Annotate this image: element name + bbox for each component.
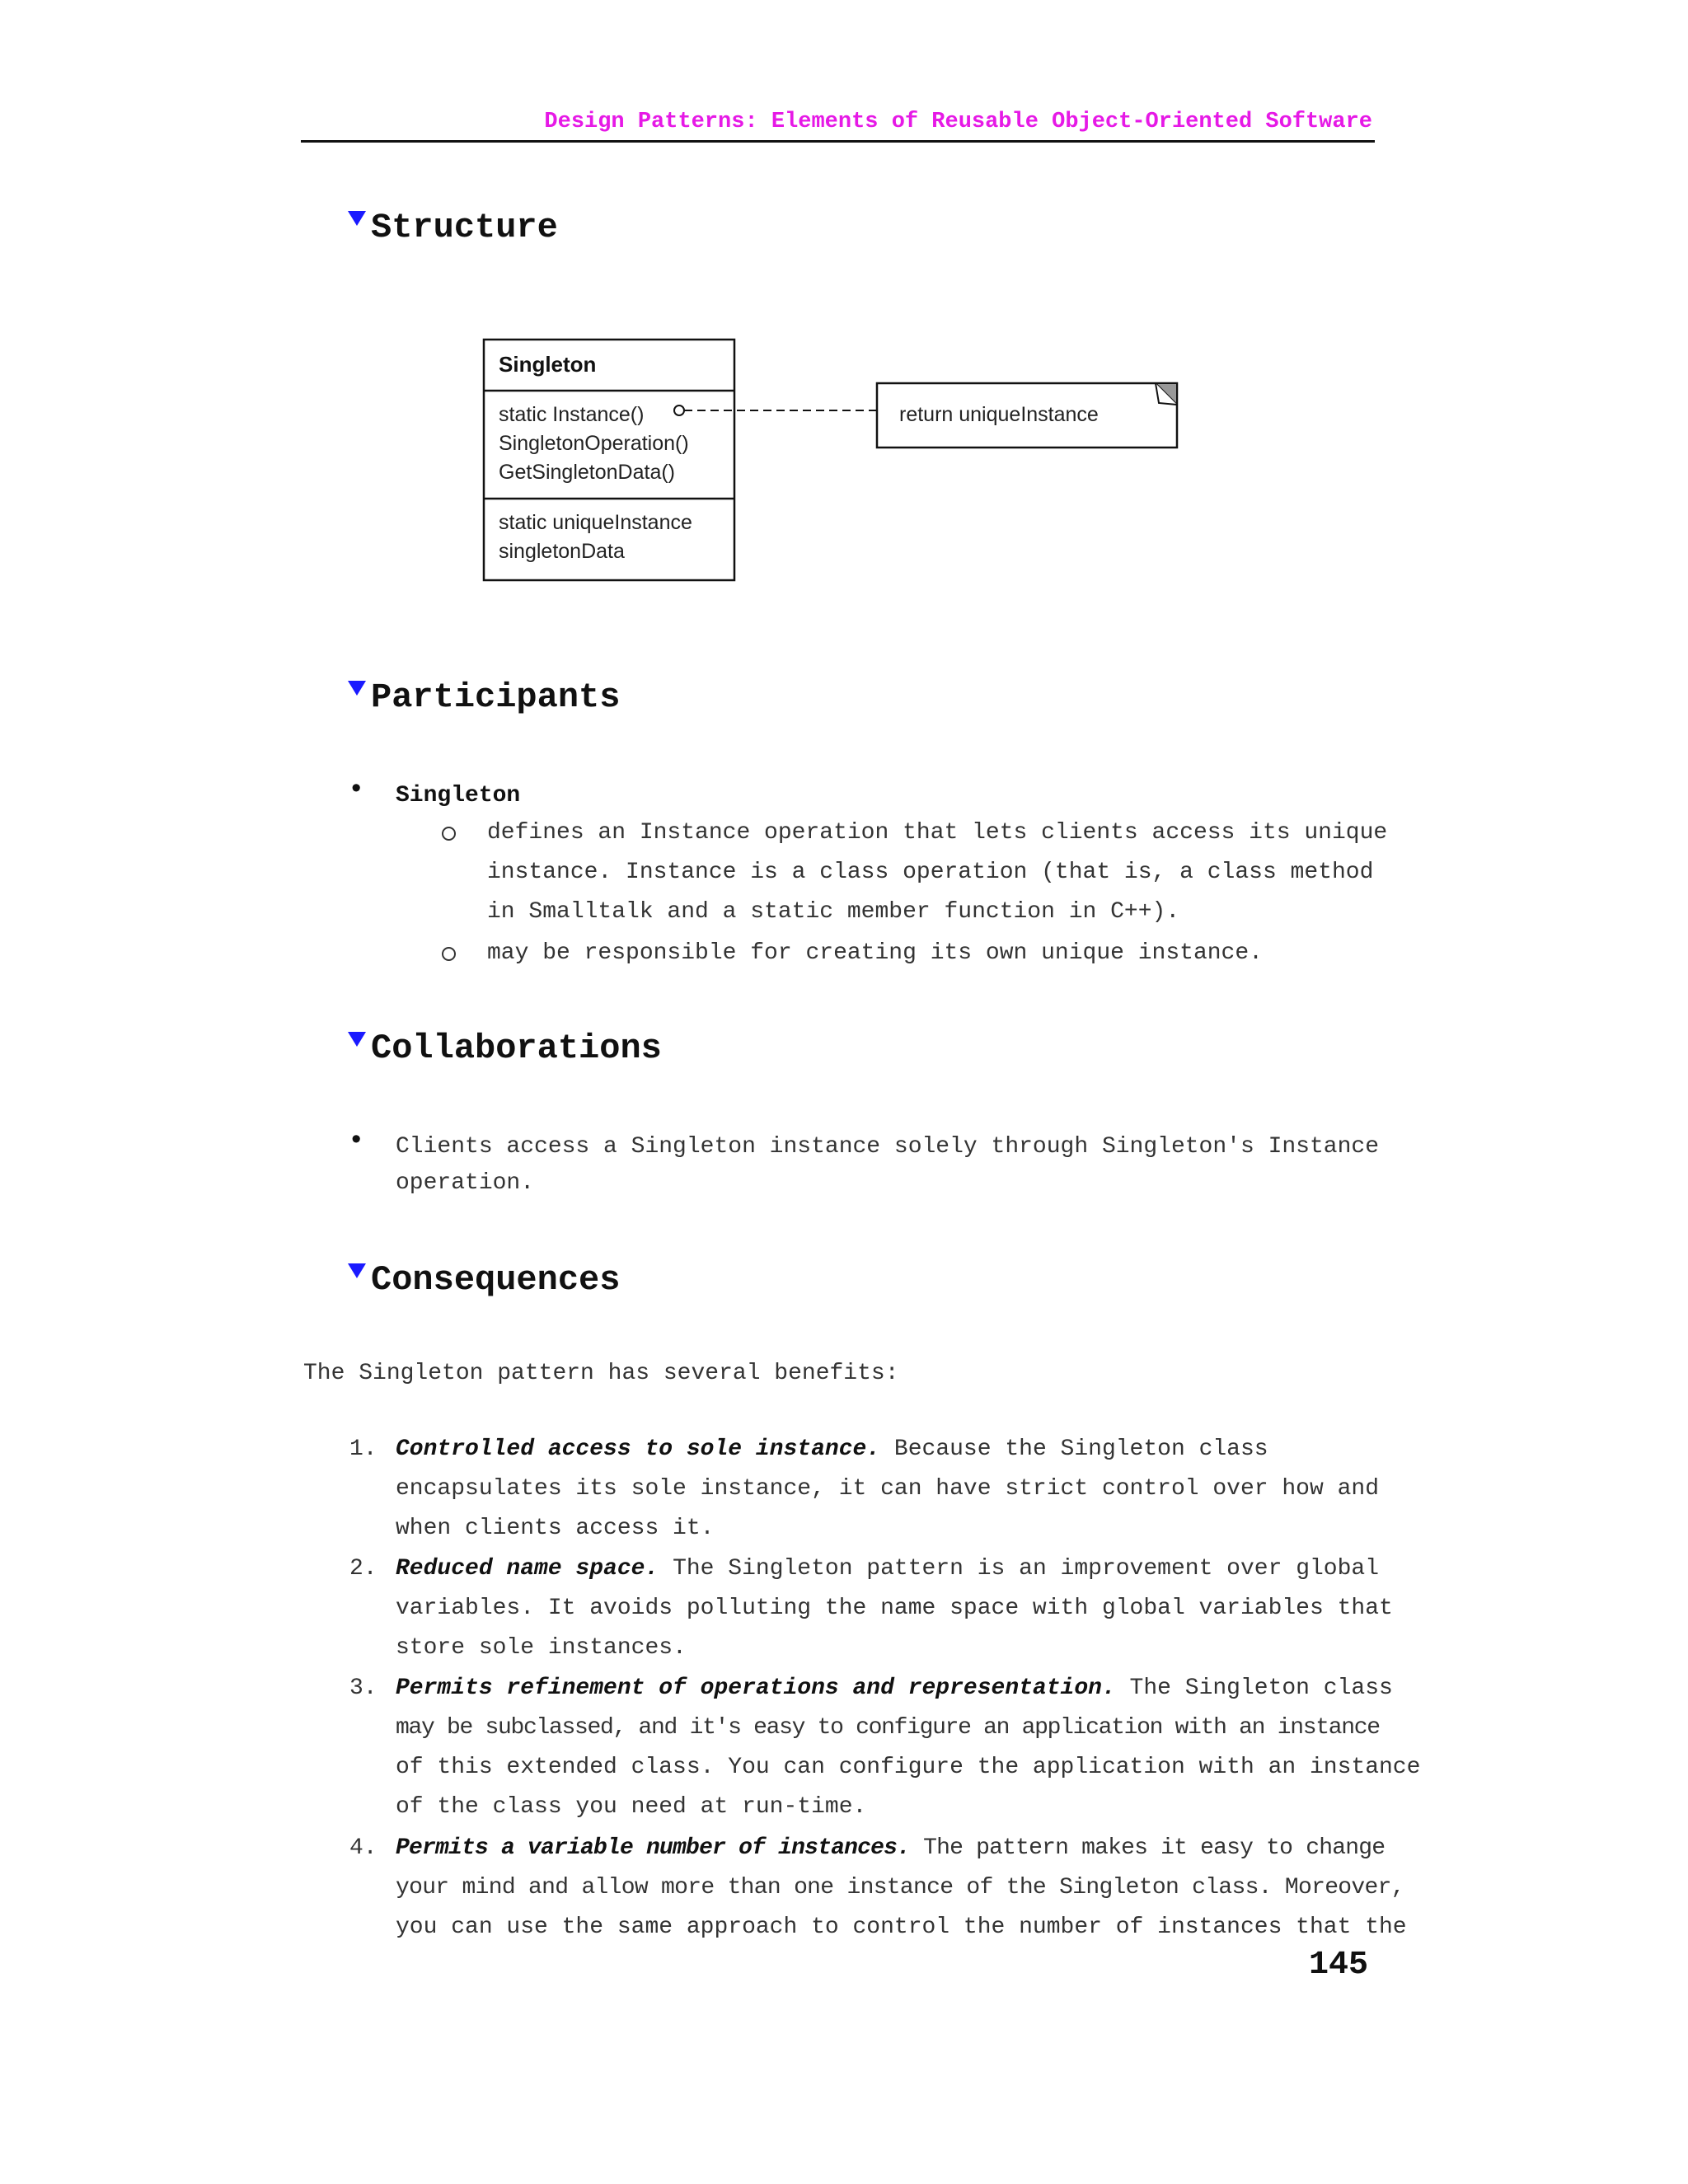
list-number: 3. bbox=[349, 1675, 377, 1701]
list-item-title: Permits refinement of operations and representation. bbox=[396, 1675, 1116, 1701]
section-title: Consequences bbox=[371, 1260, 621, 1300]
list-item-line: variables. It avoids polluting the name space with global variables that bbox=[396, 1596, 1393, 1621]
section-title: Structure bbox=[371, 208, 558, 247]
list-number: 4. bbox=[349, 1835, 377, 1861]
list-item-line: may be subclassed, and it's easy to configure an application with an instance bbox=[396, 1715, 1380, 1741]
list-item-line: your mind and allow more than one instance of the Singleton class. Moreover, bbox=[396, 1875, 1404, 1900]
participant-item-line: instance. Instance is a class operation (that is, a class method bbox=[487, 860, 1374, 885]
section-heading-consequences bbox=[348, 1260, 620, 1300]
list-item-text: The Singleton pattern is an improvement over global bbox=[659, 1556, 1380, 1582]
class-name: Singleton bbox=[499, 352, 597, 377]
circle-bullet-icon bbox=[442, 827, 456, 841]
section-heading-collaborations bbox=[348, 1029, 662, 1068]
list-item-line: when clients access it. bbox=[396, 1516, 715, 1541]
note-text: return uniqueInstance bbox=[899, 403, 1099, 426]
triangle-bullet-icon bbox=[348, 1263, 366, 1278]
operation: SingletonOperation() bbox=[499, 432, 689, 455]
list-item-title: Controlled access to sole instance. bbox=[396, 1436, 881, 1462]
section-heading-structure bbox=[348, 208, 558, 247]
singleton-structure-diagram bbox=[478, 334, 1203, 589]
triangle-bullet-icon bbox=[348, 681, 366, 696]
page-number: 145 bbox=[1308, 1947, 1368, 1984]
participant-item-line: defines an Instance operation that lets clients access its unique bbox=[487, 820, 1388, 846]
bullet-icon: • bbox=[348, 1126, 365, 1157]
bullet-icon: • bbox=[348, 775, 365, 806]
list-number: 2. bbox=[349, 1556, 377, 1582]
section-heading-participants bbox=[348, 677, 620, 717]
consequences-intro: The Singleton pattern has several benefits: bbox=[303, 1361, 899, 1386]
collaboration-line: operation. bbox=[396, 1170, 535, 1196]
operation: GetSingletonData() bbox=[499, 461, 676, 484]
attribute: static uniqueInstance bbox=[499, 511, 692, 534]
note-anchor-icon bbox=[674, 405, 684, 415]
running-header: Design Patterns: Elements of Reusable Object-Oriented Software bbox=[544, 110, 1372, 134]
list-item-first-line bbox=[396, 1436, 1268, 1462]
circle-bullet-icon bbox=[442, 947, 456, 961]
list-item-text: The pattern makes it easy to change bbox=[910, 1835, 1386, 1861]
operation: static Instance() bbox=[499, 403, 645, 426]
list-item-first-line bbox=[396, 1556, 1379, 1582]
triangle-bullet-icon bbox=[348, 1032, 366, 1047]
list-number: 1. bbox=[349, 1436, 377, 1462]
section-title: Participants bbox=[371, 677, 621, 717]
list-item-title: Permits a variable number of instances. bbox=[396, 1835, 911, 1861]
triangle-bullet-icon bbox=[348, 211, 366, 226]
list-item-line: encapsulates its sole instance, it can have strict control over how and bbox=[396, 1476, 1379, 1502]
participant-item-line: may be responsible for creating its own unique instance. bbox=[487, 940, 1263, 966]
section-title: Collaborations bbox=[371, 1029, 662, 1068]
list-item-line: of this extended class. You can configure the application with an instance bbox=[396, 1755, 1421, 1780]
participant-name: Singleton bbox=[396, 783, 521, 808]
list-item-first-line bbox=[396, 1675, 1393, 1701]
list-item-text: Because the Singleton class bbox=[880, 1436, 1268, 1462]
participant-item-line: in Smalltalk and a static member function in C++). bbox=[487, 899, 1180, 925]
list-item-title: Reduced name space. bbox=[396, 1556, 659, 1582]
list-item-line: of the class you need at run-time. bbox=[396, 1794, 867, 1820]
header-rule bbox=[301, 140, 1375, 143]
list-item-text: The Singleton class bbox=[1115, 1675, 1393, 1701]
list-item-line: you can use the same approach to control the number of instances that the bbox=[396, 1915, 1407, 1940]
list-item-line: store sole instances. bbox=[396, 1635, 687, 1661]
list-item-first-line bbox=[396, 1835, 1385, 1861]
attribute: singletonData bbox=[499, 540, 625, 563]
collaboration-line: Clients access a Singleton instance solely through Singleton's Instance bbox=[396, 1134, 1379, 1160]
